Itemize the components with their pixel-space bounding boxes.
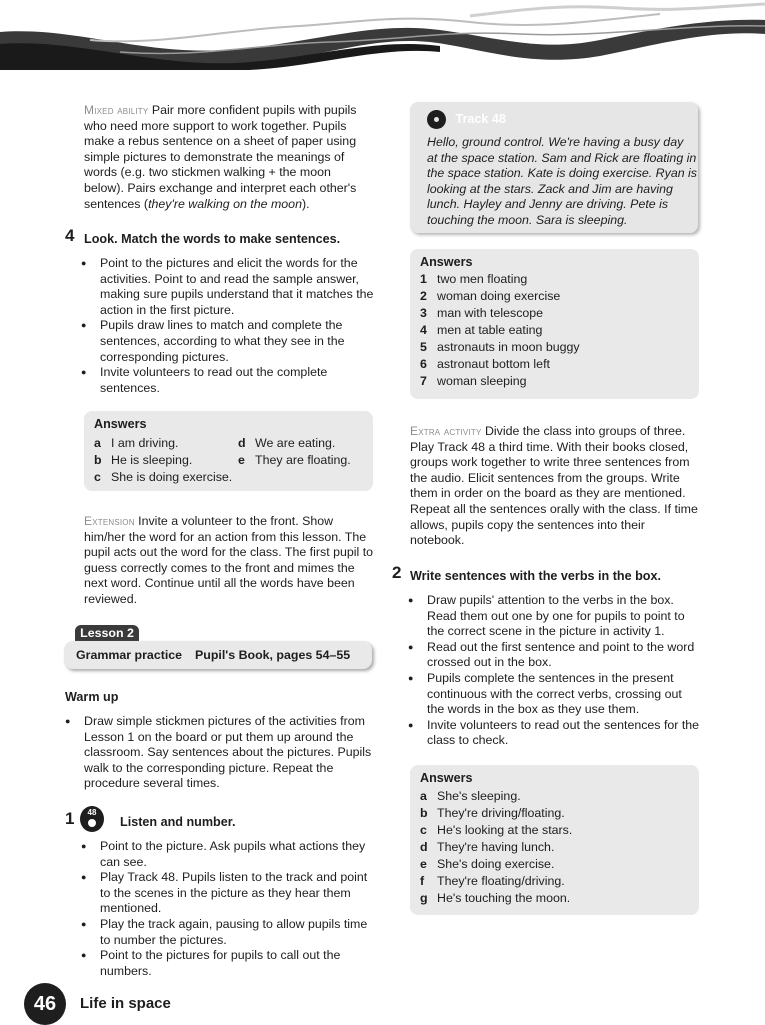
warm-up-instructions <box>48 714 374 792</box>
answer-row: a I am driving. <box>94 436 179 450</box>
list-item: ● Point to the pictures for pupils to call out the numbers. <box>64 948 374 979</box>
cd-track-icon <box>80 806 104 832</box>
activity-1-instructions <box>64 839 374 979</box>
answer-row: f They're floating/driving. <box>420 874 565 888</box>
list-item: ● Read out the first sentence and point to the word crossed out in the box. <box>391 640 701 671</box>
activity-4-number: 4 <box>65 226 75 245</box>
answer-row: 3 man with telescope <box>420 306 544 320</box>
list-item: ● Draw pupils' attention to the verbs in the box. Read them out one by one for pupils to point to the correct scene in the picture in activity 1. <box>391 593 701 640</box>
answer-row: e She's doing exercise. <box>420 857 555 871</box>
list-item: ● Pupils complete the sentences in the present continuous with the correct verbs, crossing out the words in the box as they use them. <box>391 671 701 718</box>
answers-box-activity-4 <box>84 411 373 491</box>
activity-2-number: 2 <box>392 563 402 582</box>
mixed-ability-text: Pair more confident pupils with pupils who need more support to work together. Pupils make a rebus sentence on a sheet of paper using simple pictures to demonstrate the meanings of words (e.g. two stickmen walking + the moon below). Pairs exchange and interpret each other's sentences ( <box>84 103 357 211</box>
answers-title: Answers <box>420 255 473 269</box>
activity-4-instructions <box>64 256 374 396</box>
answer-row: e They are floating. <box>238 453 351 467</box>
answers-box-activity-1 <box>410 249 699 399</box>
answer-row: 2 woman doing exercise <box>420 289 561 303</box>
lesson-pages: Pupil's Book, pages 54–55 <box>195 648 351 662</box>
answer-row: 5 astronauts in moon buggy <box>420 340 580 354</box>
extension-label: Extension <box>84 514 135 528</box>
list-item: ● Invite volunteers to read out the complete sentences. <box>64 365 374 396</box>
answers-title: Answers <box>420 771 473 785</box>
extension-text: Invite a volunteer to the front. Show him/her the word for an action from this lesson. The pupil acts out the word for the class. The first pupil to guess correctly comes to the front and mimes the next word. Continue until all the words have been reviewed. <box>84 514 374 606</box>
answer-row: 6 astronaut bottom left <box>420 357 550 371</box>
extension-note <box>84 514 374 608</box>
unit-title: Life in space <box>80 995 171 1012</box>
activity-1-heading: Listen and number. <box>120 815 236 829</box>
track-title: Track 48 <box>455 111 506 126</box>
extra-activity-note <box>410 424 700 549</box>
activity-4-heading: Look. Match the words to make sentences. <box>84 232 341 246</box>
cd-icon <box>427 110 446 129</box>
extra-activity-text: Divide the class into groups of three. Play Track 48 a third time. With their books closed, groups work together to write three sentences from the audio. Elicit sentences from the groups. Write them in order on the board as they are mentioned. Repeat all the sentences orally with the class. If time allows, pupils copy the sentences into their notebook. <box>410 424 698 548</box>
list-item: ● Point to the pictures and elicit the words for the activities. Point to and read the sample answer, making sure pupils understand that it matches the action in the first picture. <box>64 256 374 318</box>
list-item: ● Point to the picture. Ask pupils what actions they can see. <box>64 839 374 870</box>
answer-row: b He is sleeping. <box>94 453 193 467</box>
warm-up-heading: Warm up <box>65 690 119 704</box>
mixed-ability-italic: they're walking on the moon <box>148 196 302 211</box>
answer-row: d We are eating. <box>238 436 336 450</box>
mixed-ability-note: Mixed ability Pair more confident pupils with pupils who need more support to work together. Pupils make a rebus sentence on a sheet of paper using simple pictures to demonstrate the meanings of words (e.g. two stickmen walking + the moon below). Pairs exchange and interpret each other's sentences (they're walking on the moon). <box>84 103 357 211</box>
activity-2-instructions <box>391 593 701 749</box>
answers-box-activity-2 <box>410 765 699 915</box>
list-item: ● Play the track again, pausing to allow pupils time to number the pictures. <box>64 917 374 948</box>
lesson-title-bar <box>64 641 372 669</box>
track-badge-number: 48 <box>87 808 97 817</box>
list-item: ● Pupils draw lines to match and complete the sentences, according to what they see in the corresponding pictures. <box>64 318 374 365</box>
answer-row: d They're having lunch. <box>420 840 555 854</box>
answer-row: 1 two men floating <box>420 272 528 286</box>
track-48-transcript-box <box>410 102 698 233</box>
answers-title: Answers <box>94 417 147 431</box>
answer-row: c She is doing exercise. <box>94 470 233 484</box>
list-item: ● Play Track 48. Pupils listen to the track and point to the scenes in the picture as they hear them mentioned. <box>64 870 374 917</box>
lesson-tab: Lesson 2 <box>75 625 139 641</box>
track-transcript: Hello, ground control. We're having a busy day at the space station. Sam and Rick are floating in the space station. Kate is doing exercise. Ryan is looking at the stars. Zack and Jim are having lunch. Hayley and Jenny are driving. Pete is touching the moon. Sara is sleeping. <box>427 135 697 227</box>
list-item: ● Invite volunteers to read out the sentences for the class to check. <box>391 718 701 749</box>
lesson-title: Grammar practice <box>76 648 183 662</box>
answer-row: a She's sleeping. <box>420 789 521 803</box>
answer-row: g He's touching the moon. <box>420 891 571 905</box>
activity-1-number: 1 <box>65 809 75 828</box>
page-number: 46 <box>24 983 66 1025</box>
answer-row: 7 woman sleeping <box>420 374 527 388</box>
list-item: ● Draw simple stickmen pictures of the activities from Lesson 1 on the board or put them up around the classroom. Say sentences about the pictures. Pupils walk to the corresponding picture. Repeat the procedure several times. <box>48 714 374 792</box>
activity-2-heading: Write sentences with the verbs in the box. <box>410 569 662 583</box>
answer-row: b They're driving/floating. <box>420 806 565 820</box>
mixed-ability-label: Mixed ability <box>84 103 149 117</box>
answer-row: 4 men at table eating <box>420 323 543 337</box>
answer-row: c He's looking at the stars. <box>420 823 573 837</box>
header-wave-decoration <box>0 0 765 70</box>
extra-activity-label: Extra activity <box>410 424 482 438</box>
